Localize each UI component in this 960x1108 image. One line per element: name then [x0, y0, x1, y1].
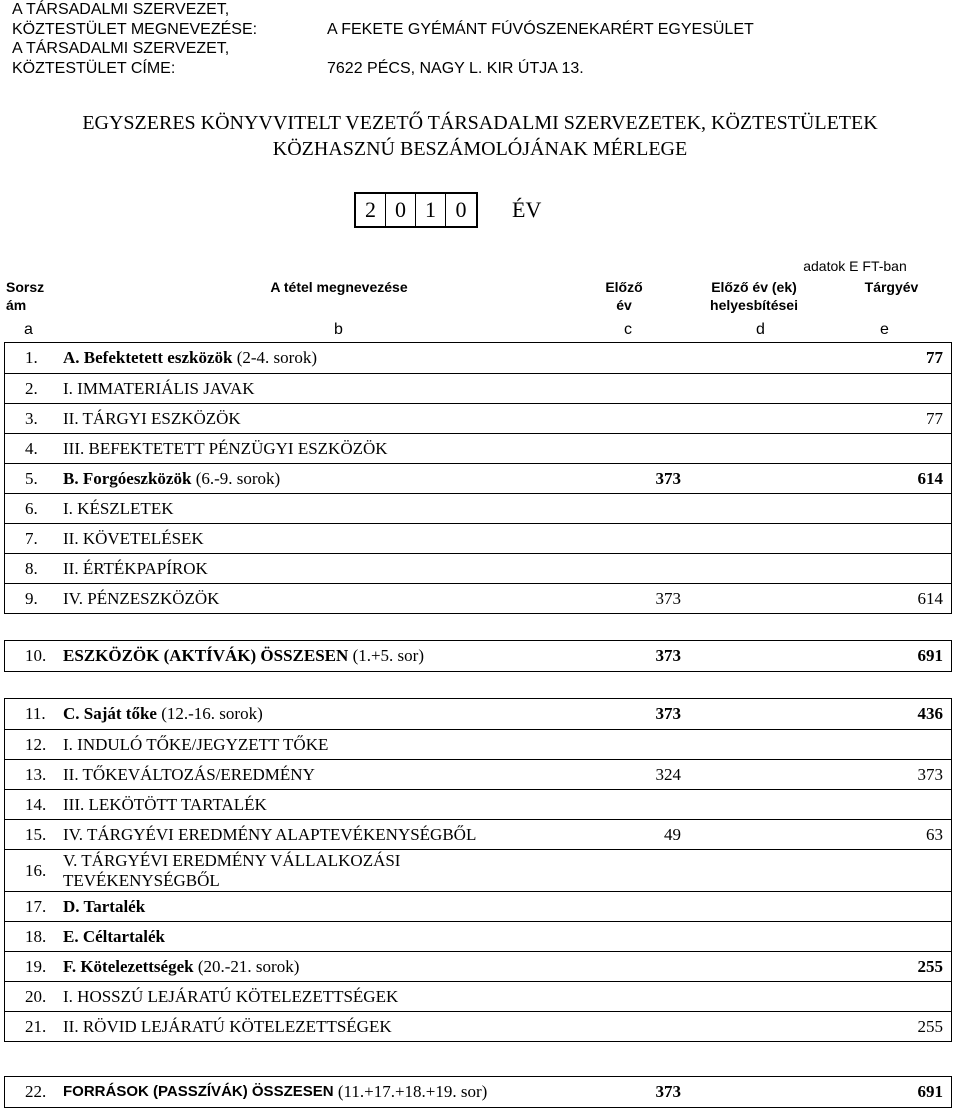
- column-letters: [4, 318, 952, 342]
- correction-value: [681, 892, 831, 921]
- table-row: [5, 373, 951, 403]
- prev-year-value: [541, 952, 681, 981]
- table-row: [5, 981, 951, 1011]
- year-digit: 0: [386, 194, 416, 226]
- table-row: [5, 759, 951, 789]
- row-label: [61, 850, 541, 891]
- organization-name: [327, 0, 952, 39]
- row-label-text: II. RÖVID LEJÁRATÚ KÖTELEZETTSÉGEK: [63, 1016, 392, 1036]
- row-label-text: II. TŐKEVÁLTOZÁS/EREDMÉNY: [63, 764, 315, 784]
- correction-value: [681, 1077, 831, 1107]
- current-year-value: [831, 554, 951, 583]
- row-label: [61, 982, 541, 1011]
- prev-year-value: 373: [655, 704, 681, 723]
- table-row: [5, 891, 951, 921]
- table-row: [5, 699, 951, 729]
- row-label-text: I. HOSSZÚ LEJÁRATÚ KÖTELEZETTSÉGEK: [63, 986, 399, 1006]
- letter-c: c: [624, 321, 632, 338]
- name-label: [12, 0, 327, 39]
- table-row: [5, 493, 951, 523]
- current-year-value: 255: [917, 956, 943, 976]
- row-label-text: I. IMMATERIÁLIS JAVAK: [63, 378, 255, 398]
- current-year-value: [831, 374, 951, 403]
- correction-value: [681, 584, 831, 613]
- prev-year-value: [541, 1012, 681, 1041]
- row-number: 12.: [25, 734, 47, 754]
- current-year-value: [831, 434, 951, 463]
- row-label-text: IV. PÉNZESZKÖZÖK: [63, 588, 220, 608]
- row-number: 14.: [25, 794, 47, 814]
- row-label: [61, 404, 541, 433]
- table-row: [5, 729, 951, 759]
- row-number: 1.: [25, 348, 38, 367]
- row-label: [61, 641, 541, 671]
- current-year-value: 63: [926, 824, 943, 844]
- prev-year-value: [541, 730, 681, 759]
- current-year-value: 77: [926, 348, 943, 367]
- prev-year-value: 373: [655, 588, 681, 608]
- correction-value: [681, 699, 831, 729]
- address-row: [12, 39, 952, 78]
- row-label: [61, 760, 541, 789]
- row-number: 6.: [25, 498, 38, 518]
- row-number: 15.: [25, 824, 47, 844]
- row-label: [61, 524, 541, 553]
- row-label: [61, 554, 541, 583]
- row-label-text: A. Befektetett eszközök: [63, 348, 233, 367]
- row-label-text: D. Tartalék: [63, 896, 146, 916]
- table-row: [5, 553, 951, 583]
- correction-value: [681, 820, 831, 849]
- year-digit: 0: [455, 197, 467, 222]
- current-year-value: 77: [926, 408, 943, 428]
- address-label-line1: A TÁRSADALMI SZERVEZET,: [12, 40, 230, 57]
- row-label: [61, 892, 541, 921]
- letter-b: b: [334, 321, 343, 338]
- row-number: 10.: [25, 646, 47, 665]
- current-year-value: [831, 892, 951, 921]
- column-headers: [4, 276, 952, 318]
- name-label-line2: KÖZTESTÜLET MEGNEVEZÉSE:: [12, 20, 258, 38]
- row-number: 3.: [25, 408, 38, 428]
- correction-value: [681, 374, 831, 403]
- row-label: [61, 584, 541, 613]
- table-block: [4, 1076, 952, 1108]
- row-number: 4.: [25, 438, 38, 458]
- row-label: [61, 922, 541, 951]
- row-label-text: F. Kötelezettségek: [63, 956, 194, 976]
- row-label-suffix: (1.+5. sor): [348, 646, 424, 665]
- table-row: [5, 343, 951, 373]
- current-year-value: 691: [917, 1082, 943, 1101]
- current-year-value: [831, 790, 951, 819]
- current-year-value: [831, 850, 951, 891]
- row-number: 8.: [25, 558, 38, 578]
- correction-value: [681, 790, 831, 819]
- row-label-text: I. INDULÓ TŐKE/JEGYZETT TŐKE: [63, 734, 329, 754]
- row-label: [61, 374, 541, 403]
- current-year-value: 255: [917, 1016, 943, 1036]
- table-row: [5, 789, 951, 819]
- row-number: 22.: [25, 1082, 47, 1101]
- correction-value: [681, 434, 831, 463]
- prev-year-value: [541, 892, 681, 921]
- row-number: 5.: [25, 468, 38, 488]
- correction-value: [681, 494, 831, 523]
- prev-year-value: 373: [655, 468, 681, 488]
- row-label-text: B. Forgóeszközök: [63, 468, 192, 488]
- name-row: [12, 0, 952, 39]
- row-label-text: I. KÉSZLETEK: [63, 498, 174, 518]
- prev-year-value: [541, 850, 681, 891]
- current-year-value: 373: [917, 764, 943, 784]
- row-label-suffix: (12.-16. sorok): [156, 704, 263, 723]
- prev-year-value: [541, 404, 681, 433]
- row-label-text: II. TÁRGYI ESZKÖZÖK: [63, 408, 241, 428]
- table-row: [5, 523, 951, 553]
- prev-year-value: [541, 982, 681, 1011]
- prev-year-value: [541, 374, 681, 403]
- prev-year-value: [541, 554, 681, 583]
- correction-value: [681, 404, 831, 433]
- prev-year-value: [541, 434, 681, 463]
- row-label: [61, 699, 541, 729]
- row-label-text: E. Céltartalék: [63, 926, 165, 946]
- year-box: [354, 192, 478, 228]
- organization-name-value: A FEKETE GYÉMÁNT FÚVÓSZENEKARÉRT EGYESÜLET: [327, 20, 754, 38]
- row-label-text: III. LEKÖTÖTT TARTALÉK: [63, 794, 267, 814]
- name-label-line1: A TÁRSADALMI SZERVEZET,: [12, 1, 230, 18]
- current-year-value: 691: [917, 646, 943, 665]
- prev-year-value: [541, 524, 681, 553]
- row-label-text: II. KÖVETELÉSEK: [63, 528, 204, 548]
- table-row: [5, 583, 951, 613]
- prev-year-value: [541, 922, 681, 951]
- col-header-c: Előző év: [605, 279, 643, 313]
- row-number: 21.: [25, 1016, 47, 1036]
- col-header-d: Előző év (ek) helyesbítései: [710, 279, 798, 313]
- table-row: [5, 921, 951, 951]
- table-row: [5, 849, 951, 891]
- row-label-suffix: (11.+17.+18.+19. sor): [333, 1082, 488, 1101]
- correction-value: [681, 982, 831, 1011]
- letter-e: e: [880, 321, 889, 338]
- letter-d: d: [756, 321, 765, 338]
- row-label-text: II. ÉRTÉKPAPÍROK: [63, 558, 208, 578]
- row-number: 11.: [25, 704, 46, 723]
- row-label: [61, 730, 541, 759]
- row-number: 19.: [25, 956, 47, 976]
- title-line1: EGYSZERES KÖNYVVITELT VEZETŐ TÁRSADALMI SZERVEZETEK, KÖZTESTÜLETEK: [82, 112, 878, 134]
- year-word: ÉV: [512, 197, 542, 222]
- row-label-text: C. Saját tőke: [63, 704, 157, 723]
- table-row: [5, 433, 951, 463]
- prev-year-value: [541, 494, 681, 523]
- table-block: [4, 640, 952, 672]
- unit-note: adatok E FT-ban: [803, 258, 907, 274]
- table-row: [5, 403, 951, 433]
- correction-value: [681, 760, 831, 789]
- table-row: [5, 819, 951, 849]
- year-digit: 1: [416, 194, 446, 226]
- row-label-text: FORRÁSOK (PASSZÍVÁK) ÖSSZESEN: [63, 1083, 334, 1100]
- row-number: 9.: [25, 588, 38, 608]
- prev-year-value: [541, 790, 681, 819]
- correction-value: [681, 464, 831, 493]
- row-label: [61, 1077, 541, 1107]
- row-label-text: IV. TÁRGYÉVI EREDMÉNY ALAPTEVÉKENYSÉGBŐL: [63, 824, 477, 844]
- correction-value: [681, 952, 831, 981]
- row-label: [61, 790, 541, 819]
- table-row: [5, 1077, 951, 1107]
- title-line2: KÖZHASZNÚ BESZÁMOLÓJÁNAK MÉRLEGE: [272, 138, 688, 160]
- year-digit: 2: [356, 194, 386, 226]
- correction-value: [681, 343, 831, 373]
- current-year-value: [831, 524, 951, 553]
- letter-a: a: [24, 321, 33, 338]
- col-header-a: Sorsz ám: [6, 279, 45, 313]
- organization-address: [327, 39, 952, 78]
- row-label: [61, 343, 541, 373]
- row-label: [61, 434, 541, 463]
- row-label: [61, 820, 541, 849]
- correction-value: [681, 730, 831, 759]
- prev-year-value: [541, 343, 681, 373]
- current-year-value: [831, 922, 951, 951]
- row-number: 18.: [25, 926, 47, 946]
- col-header-b: A tétel megnevezése: [270, 279, 408, 295]
- row-label-suffix: (20.-21. sorok): [193, 956, 300, 976]
- correction-value: [681, 554, 831, 583]
- table-block: [4, 698, 952, 1042]
- document-title: [0, 110, 960, 162]
- correction-value: [681, 922, 831, 951]
- address-label: [12, 39, 327, 78]
- address-label-line2: KÖZTESTÜLET CÍME:: [12, 59, 176, 77]
- current-year-value: 436: [917, 704, 943, 723]
- row-label-text: ESZKÖZÖK (AKTÍVÁK) ÖSSZESEN: [63, 646, 349, 665]
- row-number: 17.: [25, 896, 47, 916]
- row-label: [61, 464, 541, 493]
- prev-year-value: 373: [655, 646, 681, 665]
- current-year-value: [831, 730, 951, 759]
- col-header-e: Tárgyév: [864, 279, 919, 295]
- table-row: [5, 1011, 951, 1041]
- prev-year-value: 49: [664, 824, 681, 844]
- row-label: [61, 1012, 541, 1041]
- current-year-value: 614: [917, 468, 943, 488]
- row-number: 20.: [25, 986, 47, 1006]
- table-row: [5, 641, 951, 671]
- organization-header: [12, 0, 952, 78]
- table-row: [5, 951, 951, 981]
- current-year-value: [831, 982, 951, 1011]
- correction-value: [681, 524, 831, 553]
- current-year-value: [831, 494, 951, 523]
- row-label: [61, 952, 541, 981]
- row-number: 16.: [25, 860, 47, 880]
- row-number: 7.: [25, 528, 38, 548]
- row-number: 2.: [25, 378, 38, 398]
- table-row: [5, 463, 951, 493]
- row-label: [61, 494, 541, 523]
- row-label-text: III. BEFEKTETETT PÉNZÜGYI ESZKÖZÖK: [63, 438, 388, 458]
- correction-value: [681, 1012, 831, 1041]
- correction-value: [681, 850, 831, 891]
- table-block: [4, 342, 952, 614]
- row-label-text: V. TÁRGYÉVI EREDMÉNY VÁLLALKOZÁSI TEVÉKENYSÉGBŐL: [63, 850, 401, 890]
- correction-value: [681, 641, 831, 671]
- row-number: 13.: [25, 764, 47, 784]
- organization-address-value: 7622 PÉCS, NAGY L. KIR ÚTJA 13.: [327, 59, 584, 77]
- prev-year-value: 324: [655, 764, 681, 784]
- row-label-suffix: (2-4. sorok): [232, 348, 317, 367]
- current-year-value: 614: [917, 588, 943, 608]
- row-label-suffix: (6.-9. sorok): [191, 468, 281, 488]
- prev-year-value: 373: [655, 1082, 681, 1101]
